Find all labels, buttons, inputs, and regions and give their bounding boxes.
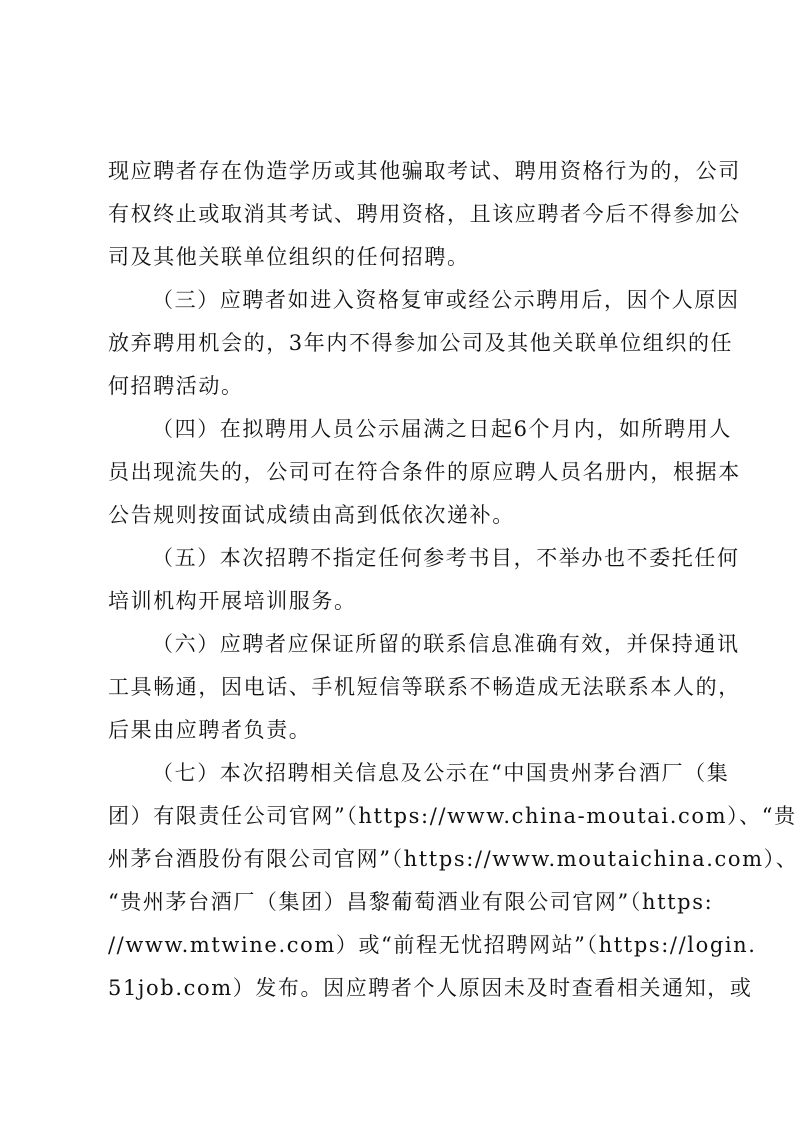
text-line: //www.mtwine.com）或“前程无忧招聘网站”（https://login.	[108, 933, 757, 957]
document-body	[108, 150, 799, 1010]
text-line: 后果由应聘者负责。	[108, 718, 312, 742]
text-line: 51job.com）发布。因应聘者个人原因未及时查看相关通知，或	[108, 976, 753, 1000]
paragraph-5	[108, 537, 740, 623]
text-line: 公告规则按面试成绩由高到低依次递补。	[108, 503, 515, 527]
paragraph-1	[108, 150, 741, 279]
text-line: 现应聘者存在伪造学历或其他骗取考试、聘用资格行为的，公司	[108, 159, 741, 183]
paragraph-7	[108, 752, 799, 1010]
paragraph-4	[108, 408, 741, 537]
text-line: 有权终止或取消其考试、聘用资格，且该应聘者今后不得参加公	[108, 202, 741, 226]
text-line: 司及其他关联单位组织的任何招聘。	[108, 245, 470, 269]
text-line: （六）应聘者应保证所留的联系信息准确有效，并保持通讯	[152, 632, 740, 656]
text-line: 州茅台酒股份有限公司官网”（https://www.moutaichina.com）、	[108, 847, 799, 871]
text-line: 培训机构开展培训服务。	[108, 589, 357, 613]
text-line: 放弃聘用机会的，3年内不得参加公司及其他关联单位组织的任	[108, 331, 734, 355]
text-line: 团）有限责任公司官网”（https://www.china-moutai.com）、“贵	[108, 804, 797, 828]
text-line: （五）本次招聘不指定任何参考书目，不举办也不委托任何	[152, 546, 740, 570]
text-line: 何招聘活动。	[108, 374, 244, 398]
text-line: （七）本次招聘相关信息及公示在“中国贵州茅台酒厂（集	[152, 761, 730, 785]
text-line: （三）应聘者如进入资格复审或经公示聘用后，因个人原因	[152, 288, 740, 312]
text-line: “贵州茅台酒厂（集团）昌黎葡萄酒业有限公司官网”（https:	[108, 890, 714, 914]
text-line: （四）在拟聘用人员公示届满之日起6个月内，如所聘用人	[152, 417, 732, 441]
text-line: 工具畅通，因电话、手机短信等联系不畅造成无法联系本人的，	[108, 675, 741, 699]
paragraph-6	[108, 623, 741, 752]
text-line: 员出现流失的，公司可在符合条件的原应聘人员名册内，根据本	[108, 460, 741, 484]
paragraph-3	[108, 279, 740, 408]
